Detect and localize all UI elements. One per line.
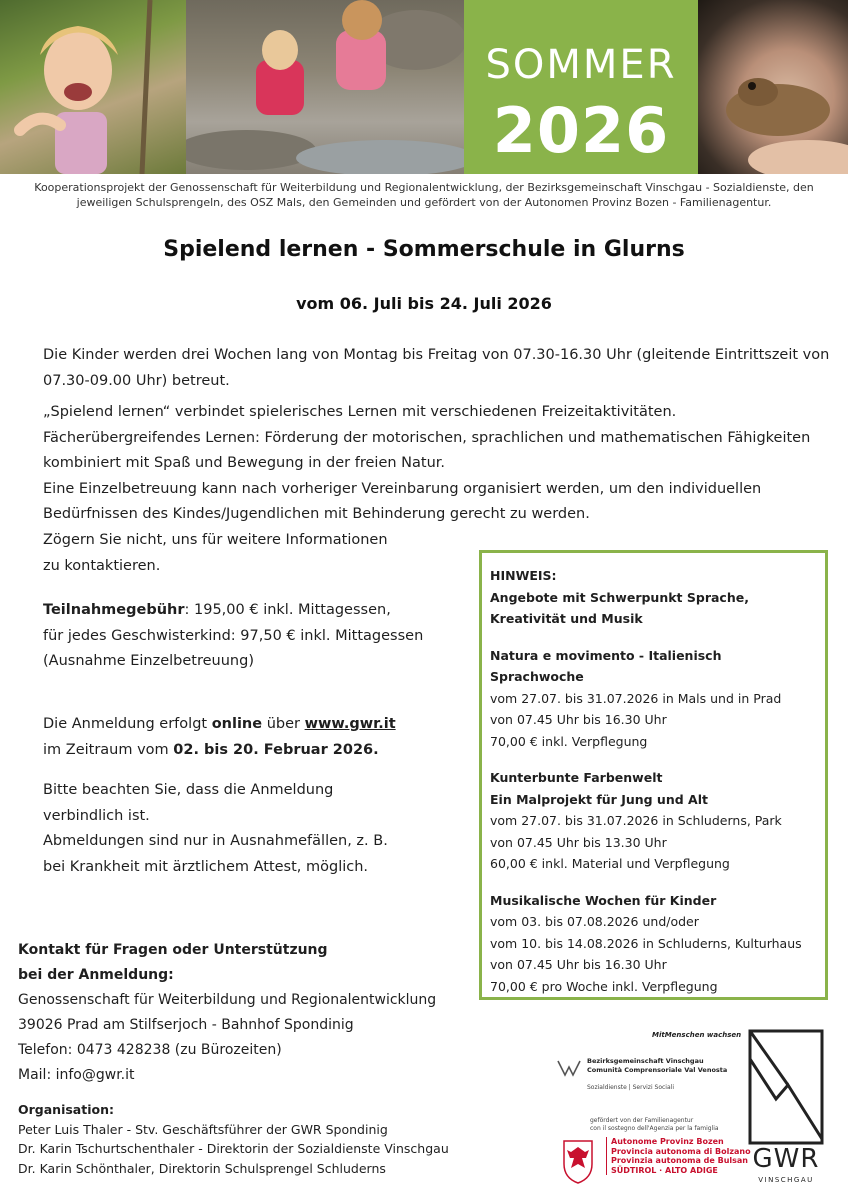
contact-heading: Kontakt für Fragen oder Unterstützung (18, 942, 328, 958)
logo-tagline: MitMenschen wachsen (652, 1031, 742, 1039)
fee-amount: : 195,00 € inkl. Mittagessen, (184, 602, 391, 618)
registration-text: Die Anmeldung erfolgt (43, 716, 212, 732)
description-line: Eine Einzelbetreuung kann nach vorheriger Vereinbarung organisiert werden, um den individuellen Bedürfnissen des Kindes/Jugendlichen mit Behinderung gerecht zu werden. (43, 480, 762, 522)
offer-detail: 70,00 € pro Woche inkl. Verpflegung (490, 978, 718, 994)
contact-invitation (43, 528, 463, 579)
organisation-person: Peter Luis Thaler - Stv. Geschäftsführer der GWR Spondinig (18, 1121, 388, 1137)
bezirksgemeinschaft-mark-icon (557, 1059, 581, 1077)
invitation-line: zu kontaktieren. (43, 557, 161, 574)
bzg-name-de: Bezirksgemeinschaft Vinschgau (587, 1057, 704, 1065)
season-badge (464, 0, 698, 174)
photo-girl-on-swing (0, 0, 186, 174)
notice-line: verbindlich ist. (43, 807, 150, 824)
season-year: 2026 (492, 94, 670, 167)
offer-title: Kunterbunte Farbenwelt (490, 770, 663, 785)
registration-text: im Zeitraum vom (43, 741, 174, 758)
offer-detail: vom 27.07. bis 31.07.2026 in Schluderns, Park (490, 813, 782, 828)
intro-paragraph: Die Kinder werden drei Wochen lang von Montag bis Freitag von 07.30-16.30 Uhr (gleitende Eintrittszeit von 07.30-09.00 Uhr) betreut. (43, 347, 830, 389)
province-region: SÜDTIROL · ALTO ADIGE (611, 1165, 718, 1175)
page-title: Spielend lernen - Sommerschule in Glurns (163, 237, 685, 262)
description-line: Fächerübergreifendes Lernen: Förderung der motorischen, sprachlichen und mathematischen Fähigkeiten kombiniert mit Spaß und Bewegung in der freien Natur. (43, 429, 811, 471)
offer-detail: vom 03. bis 07.08.2026 und/oder (490, 914, 699, 929)
cooperation-statement: Kooperationsprojekt der Genossenschaft für Weiterbildung und Regionalentwicklung, der Bezirksgemeinschaft Vinschgau - Sozialdienste, den jeweiligen Schulsprengeln, des OSZ Mals, den Gemeinden und gefördert von der Autonomen Provinz Bozen - Familienagentur. (34, 181, 814, 209)
offer-title: Ein Malprojekt für Jung und Alt (490, 791, 708, 807)
invitation-line: Zögern Sie nicht, uns für weitere Informationen (43, 532, 388, 548)
organisation-section (18, 1100, 488, 1178)
contact-phone: Telefon: 0473 428238 (zu Bürozeiten) (18, 1042, 282, 1058)
offer-detail: von 07.45 Uhr bis 16.30 Uhr (490, 957, 667, 972)
registration-text: über (262, 716, 305, 732)
notice-line: bei Krankheit mit ärztlichem Attest, möglich. (43, 858, 369, 875)
fee-sibling: für jedes Geschwisterkind: 97,50 € inkl. Mittagessen (43, 627, 424, 644)
funding-note (590, 1117, 719, 1132)
offer-detail: vom 10. bis 14.08.2026 in Schluderns, Kulturhaus (490, 935, 802, 951)
notice-line: Abmeldungen sind nur in Ausnahmefällen, z. B. (43, 833, 388, 849)
program-dates: vom 06. Juli bis 24. Juli 2026 (296, 294, 552, 313)
offer-detail: vom 27.07. bis 31.07.2026 in Mals und in Prad (490, 690, 782, 706)
bzg-subtitle: Sozialdienste | Servizi Sociali (587, 1084, 674, 1091)
gwr-logo-subtitle: VINSCHGAU (758, 1176, 814, 1184)
registration-period: 02. bis 20. Februar 2026. (173, 741, 379, 758)
province-name-lad: Provinzia autonoma de Bulsan (611, 1156, 748, 1165)
province-name-de: Autonome Provinz Bozen (611, 1137, 724, 1146)
bzg-name-it: Comunità Comprensoriale Val Venosta (587, 1065, 728, 1074)
photo-frog-on-hand (698, 0, 848, 174)
eagle-emblem-icon (561, 1138, 595, 1184)
organisation-person: Dr. Karin Schönthaler, Direktorin Schulsprengel Schluderns (18, 1160, 386, 1176)
fee-exception: (Ausnahme Einzelbetreuung) (43, 653, 254, 669)
hinweis-heading: HINWEIS: (490, 568, 557, 583)
contact-heading: bei der Anmeldung: (18, 967, 174, 983)
hinweis-box (479, 550, 828, 1000)
gwr-logo-name: GWR (752, 1144, 820, 1174)
season-label: SOMMER (485, 42, 677, 88)
hinweis-subheading: Kreativität und Musik (490, 611, 643, 626)
registration-section (43, 712, 473, 763)
offer-title: Musikalische Wochen für Kinder (490, 892, 717, 908)
description-line: „Spielend lernen“ verbindet spielerisches Lernen mit verschiedenen Freizeitaktivitäten. (43, 404, 677, 420)
offer-title: Sprachwoche (490, 669, 584, 684)
photo-kids-at-stream (186, 0, 464, 174)
fee-label: Teilnahmegebühr (43, 602, 185, 618)
gwr-logo-icon (748, 1029, 824, 1147)
offer-detail: von 07.45 Uhr bis 16.30 Uhr (490, 712, 667, 727)
notice-line: Bitte beachten Sie, dass die Anmeldung (43, 782, 334, 798)
organisation-person: Dr. Karin Tschurtschenthaler - Direktorin der Sozialdienste Vinschgau (18, 1141, 449, 1156)
registration-link[interactable]: www.gwr.it (304, 716, 396, 732)
offer-detail: 60,00 € inkl. Material und Verpflegung (490, 856, 730, 871)
contact-address: 39026 Prad am Stilfserjoch - Bahnhof Spondinig (18, 1017, 354, 1033)
contact-organization: Genossenschaft für Weiterbildung und Regionalentwicklung (18, 992, 437, 1008)
fee-section (43, 598, 473, 675)
offer-title: Natura e movimento - Italienisch (490, 647, 722, 663)
contact-mail[interactable]: Mail: info@gwr.it (18, 1067, 135, 1083)
offer-detail: von 07.45 Uhr bis 13.30 Uhr (490, 834, 667, 850)
registration-online: online (211, 716, 263, 732)
funding-line: con il sostegno dell'Agenzia per la famiglia (590, 1124, 719, 1132)
header-banner (0, 0, 848, 174)
organisation-heading: Organisation: (18, 1102, 114, 1117)
description-paragraph (43, 400, 833, 528)
cancellation-notice (43, 778, 463, 880)
hinweis-subheading: Angebote mit Schwerpunkt Sprache, (490, 589, 749, 605)
funding-line: gefördert von der Familienagentur (590, 1117, 694, 1124)
province-logo-text (606, 1137, 751, 1175)
province-name-it: Provincia autonoma di Bolzano (611, 1146, 751, 1156)
contact-section (18, 938, 478, 1088)
offer-detail: 70,00 € inkl. Verpflegung (490, 733, 648, 749)
